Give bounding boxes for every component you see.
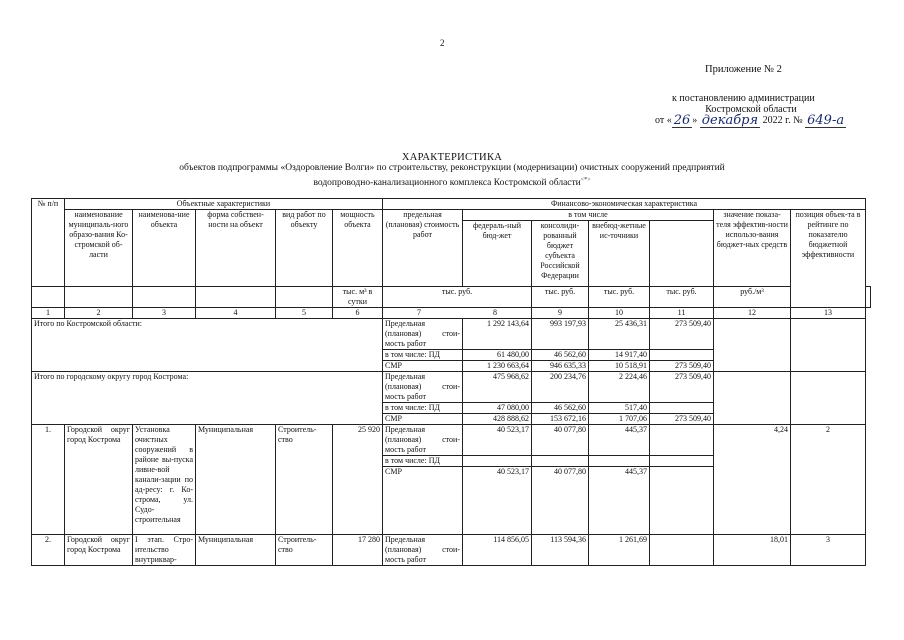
unit-cost: тыс. руб. [383, 287, 532, 308]
region-cost-extrabudget: 273 509,40 [650, 319, 714, 350]
unit-federal: тыс. руб. [532, 287, 589, 308]
row2-cost-total: 114 856,05 [463, 535, 532, 566]
column-numbers-row [32, 308, 871, 319]
row-work-type: Строитель-ство [276, 425, 333, 535]
city-pd-federal: 46 562,60 [532, 403, 589, 414]
header-efficiency: значение показа-теля эффектив-ности использо-вания бюджет-ных средств [714, 210, 791, 287]
region-smr-total: 1 230 663,64 [463, 361, 532, 372]
row1-pd-total [463, 456, 532, 467]
row1-pd-extrabudget [650, 456, 714, 467]
region-smr-federal: 946 635,33 [532, 361, 589, 372]
unit-extrabudget: тыс. руб. [650, 287, 714, 308]
header-work-type: вид работ по объекту [276, 210, 333, 287]
header-num: № п/п [32, 199, 65, 287]
col-num-3: 3 [133, 308, 196, 319]
table-row [32, 425, 871, 456]
cost-label: Предельная (плановая) стои-мость работ [383, 319, 463, 350]
header-municipality: наименование муниципаль-ного образо-вания Ко-стромской об-ласти [65, 210, 133, 287]
header-row-2 [32, 210, 871, 221]
pd-label: в том числе: ПД [383, 350, 463, 361]
row1-pd-federal [532, 456, 589, 467]
pd-label: в том числе: ПД [383, 456, 463, 467]
subtitle-line-1: объектов подпрограммы «Оздоровление Волги» по строительству, реконструкции (модернизации) очистных сооружений предприятий [179, 163, 725, 173]
header-object-characteristics: Объектные характеристики [65, 199, 383, 210]
col-num-10: 10 [589, 308, 650, 319]
handwritten-month: декабря [701, 113, 759, 128]
subtitle-footnote-mark: <*> [580, 176, 591, 183]
row1-cost-federal: 40 077,80 [532, 425, 589, 456]
row-object-name: I этап. Стро-ительство внутриквар- [133, 535, 196, 566]
city-smr-consolidated: 1 707,06 [589, 414, 650, 425]
cost-label: Предельная (плановая) стои-мость работ [383, 535, 463, 566]
city-total-label: Итого по городскому округу город Кострома: [32, 372, 383, 425]
smr-label: СМР [383, 414, 463, 425]
row-rating: 3 [791, 535, 866, 566]
city-smr-federal: 153 672,16 [532, 414, 589, 425]
row-number: 1. [32, 425, 65, 535]
region-cost-total: 1 292 143,64 [463, 319, 532, 350]
city-cost-extrabudget: 273 509,40 [650, 372, 714, 403]
col-num-4: 4 [196, 308, 276, 319]
unit-efficiency: руб./м³ [714, 287, 791, 308]
appendix-title: Приложение № 2 [705, 64, 782, 75]
city-pd-consolidated: 517,40 [589, 403, 650, 414]
units-row [32, 287, 871, 308]
city-total-cost-row [32, 372, 871, 403]
header-including: в том числе [463, 210, 714, 221]
col-num-2: 2 [65, 308, 133, 319]
row2-cost-extrabudget [650, 535, 714, 566]
row1-pd-consolidated [589, 456, 650, 467]
region-total-label: Итого по Костромской области: [32, 319, 383, 372]
decree-line-2: Костромской области [705, 104, 797, 115]
row-work-type: Строитель-ство [276, 535, 333, 566]
row1-smr-consolidated: 445,37 [589, 467, 650, 535]
col-num-9: 9 [532, 308, 589, 319]
region-smr-extrabudget: 273 509,40 [650, 361, 714, 372]
row-ownership: Муниципальная [196, 535, 276, 566]
smr-label: СМР [383, 467, 463, 535]
row1-cost-extrabudget [650, 425, 714, 456]
date-prefix: от « [655, 115, 672, 126]
col-num-11: 11 [650, 308, 714, 319]
row-object-name: Установка очистных сооружений в районе вы-пуска ливне-вой канали-зации по ад-ресу: г. Ко-строма, ул. Судо-строительная [133, 425, 196, 535]
header-federal: федераль-ный бюд-жет [463, 221, 532, 287]
row-rating: 2 [791, 425, 866, 535]
city-cost-federal: 200 234,76 [532, 372, 589, 403]
row1-smr-extrabudget [650, 467, 714, 535]
header-object-name: наименова-ние объекта [133, 210, 196, 287]
city-cost-total: 475 968,62 [463, 372, 532, 403]
header-extrabudget: внебюд-жетные ис-точники [589, 221, 650, 287]
header-rating: позиция объек-та в рейтинге по показателю бюджетной эффективности [791, 210, 866, 308]
region-smr-consolidated: 10 518,91 [589, 361, 650, 372]
city-pd-extrabudget [650, 403, 714, 414]
region-cost-consolidated: 25 436,31 [589, 319, 650, 350]
cost-label: Предельная (плановая) стои-мость работ [383, 372, 463, 403]
subtitle-line-2: водопроводно-канализационного комплекса Костромской области [313, 177, 581, 188]
row-efficiency: 18,01 [714, 535, 791, 566]
col-num-13: 13 [791, 308, 866, 319]
unit-capacity: тыс. м³ в сутки [333, 287, 383, 308]
row-number: 2. [32, 535, 65, 566]
region-cost-federal: 993 197,93 [532, 319, 589, 350]
row1-cost-total: 40 523,17 [463, 425, 532, 456]
city-smr-total: 428 888,62 [463, 414, 532, 425]
row1-cost-consolidated: 445,37 [589, 425, 650, 456]
row-capacity: 25 920 [333, 425, 383, 535]
handwritten-day: 26 [673, 113, 691, 128]
col-num-5: 5 [276, 308, 333, 319]
region-pd-extrabudget [650, 350, 714, 361]
region-pd-consolidated: 14 917,40 [589, 350, 650, 361]
header-ownership: форма собствен-ности на объект [196, 210, 276, 287]
header-consolidated: консолиди-рованный бюджет субъекта Российской Федерации [532, 221, 589, 287]
row1-smr-total: 40 523,17 [463, 467, 532, 535]
row2-cost-federal: 113 594,36 [532, 535, 589, 566]
document-subtitle [100, 163, 804, 189]
row-capacity: 17 280 [333, 535, 383, 566]
city-smr-extrabudget: 273 509,40 [650, 414, 714, 425]
decree-line-1: к постановлению администрации [672, 93, 815, 104]
header-financial-characteristics: Финансово-экономическая характеристика [383, 199, 866, 210]
city-cost-consolidated: 2 224,46 [589, 372, 650, 403]
col-num-1: 1 [32, 308, 65, 319]
year-text: 2022 г. № [762, 115, 803, 126]
document-title: ХАРАКТЕРИСТИКА [401, 152, 503, 163]
row-ownership: Муниципальная [196, 425, 276, 535]
row-efficiency: 4,24 [714, 425, 791, 535]
pd-label: в том числе: ПД [383, 403, 463, 414]
col-num-6: 6 [333, 308, 383, 319]
row1-smr-federal: 40 077,80 [532, 467, 589, 535]
region-pd-federal: 46 562,60 [532, 350, 589, 361]
col-num-7-8: 7 8 [383, 308, 532, 319]
row-municipality: Городской округ город Кострома [65, 425, 133, 535]
cost-label: Предельная (плановая) стои-мость работ [383, 425, 463, 456]
header-cost: предельная (плановая) стоимость работ [383, 210, 463, 287]
region-total-cost-row [32, 319, 871, 350]
characteristics-table [31, 198, 871, 566]
unit-consolidated: тыс. руб. [589, 287, 650, 308]
header-capacity: мощность объекта [333, 210, 383, 287]
smr-label: СМР [383, 361, 463, 372]
header-row-1 [32, 199, 871, 210]
region-pd-total: 61 480,00 [463, 350, 532, 361]
handwritten-number: 649-а [807, 113, 845, 128]
date-mid: » [692, 115, 698, 126]
decree-date-line [655, 114, 846, 127]
city-pd-total: 47 080,00 [463, 403, 532, 414]
table-row [32, 535, 871, 566]
page-number: 2 [440, 38, 445, 48]
row2-cost-consolidated: 1 261,69 [589, 535, 650, 566]
col-num-12: 12 [714, 308, 791, 319]
row-municipality: Городской округ город Кострома [65, 535, 133, 566]
